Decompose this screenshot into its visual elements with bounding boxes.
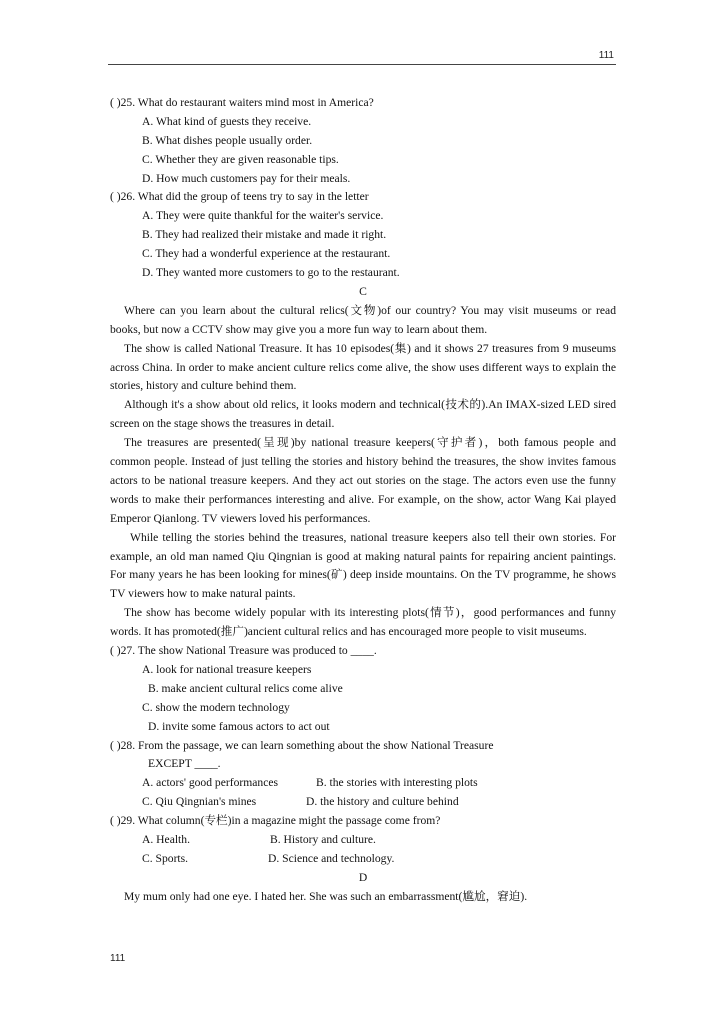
question-25-option-c: C. Whether they are given reasonable tips. xyxy=(142,152,339,166)
question-27-option-c: C. show the modern technology xyxy=(142,700,290,714)
footer-page-number: 111 xyxy=(110,953,126,964)
header-page-number: 111 xyxy=(598,50,614,61)
question-28-option-d: D. the history and culture behind xyxy=(306,795,459,809)
question-28-option-b: B. the stories with interesting plots xyxy=(316,776,478,790)
question-29-options-row-1 xyxy=(110,831,616,850)
question-28-option-c: C. Qiu Qingnian's mines xyxy=(142,795,257,809)
header-rule xyxy=(108,64,616,65)
section-c-paragraph-2: The show is called National Treasure. It has 10 episodes(集) and it shows 27 treasures from 9 museums across China. In order to make ancient culture relics come alive, the show uses different ways to explain the stories, history and culture behind them. xyxy=(110,341,616,393)
question-29-option-a: A. Health. xyxy=(142,833,190,847)
question-26-option-a: A. They were quite thankful for the waiter's service. xyxy=(142,209,384,223)
question-28-options-row-1 xyxy=(110,774,616,793)
section-c-paragraph-4: The treasures are presented(呈现)by national treasure keepers(守护者)，both famous people and common people. Instead of just telling the stories and history behind the treasures, the show invites famous actors to be national treasure keepers. And they act out stories on the stage. The actors even use the funny words to make their performances interesting and alive. For example, on the show, actor Wang Kai played Emperor Qianlong. TV viewers loved his performances. xyxy=(110,436,616,525)
question-28-stem-continued: EXCEPT ____. xyxy=(148,757,221,771)
section-c-label: C xyxy=(359,284,367,298)
question-26-option-c: C. They had a wonderful experience at the restaurant. xyxy=(142,247,391,261)
question-26-option-d: D. They wanted more customers to go to the restaurant. xyxy=(142,266,400,280)
page-content xyxy=(110,94,616,907)
question-29-stem: ( )29. What column(专栏)in a magazine might the passage come from? xyxy=(110,814,441,828)
question-28-options-row-2 xyxy=(110,793,616,812)
question-29-option-d: D. Science and technology. xyxy=(268,851,395,865)
question-26-option-b: B. They had realized their mistake and made it right. xyxy=(142,228,387,242)
question-27-option-d: D. invite some famous actors to act out xyxy=(148,719,330,733)
question-28-stem: ( )28. From the passage, we can learn something about the show National Treasure xyxy=(110,738,494,752)
section-c-paragraph-5: While telling the stories behind the treasures, national treasure keepers also tell their own stories. For example, an old man named Qiu Qingnian is good at making natural paints for repairing ancient paintings. For many years he has been looking for mines(矿) deep inside mountains. On the TV programme, he shows TV viewers how to make natural paints. xyxy=(110,530,616,601)
question-29-option-c: C. Sports. xyxy=(142,851,189,865)
section-c-paragraph-1: Where can you learn about the cultural relics(文物)of our country? You may visit museums or read books, but now a CCTV show may give you a more fun way to learn about them. xyxy=(110,303,616,336)
question-25-option-b: B. What dishes people usually order. xyxy=(142,133,313,147)
section-c-paragraph-6: The show has become widely popular with its interesting plots(情节)，good performances and funny words. It has promoted(推广)ancient cultural relics and has encouraged more people to visit museums. xyxy=(110,606,616,639)
section-c-paragraph-3: Although it's a show about old relics, it looks modern and technical(技术的).An IMAX-sized LED sired screen on the stage shows the treasures in detail. xyxy=(110,398,616,431)
question-25-option-a: A. What kind of guests they receive. xyxy=(142,114,312,128)
question-25-stem: ( )25. What do restaurant waiters mind most in America? xyxy=(110,96,374,109)
question-27-option-a: A. look for national treasure keepers xyxy=(142,663,312,676)
section-d-label: D xyxy=(358,870,368,884)
question-28-option-a: A. actors' good performances xyxy=(142,776,279,790)
question-29-option-b: B. History and culture. xyxy=(270,833,376,847)
question-27-stem: ( )27. The show National Treasure was produced to ____. xyxy=(110,644,377,658)
question-29-options-row-2 xyxy=(110,850,616,869)
question-25-option-d: D. How much customers pay for their meals. xyxy=(142,171,351,185)
question-27-option-b: B. make ancient cultural relics come alive xyxy=(148,681,343,695)
section-d-first-line: My mum only had one eye. I hated her. She was such an embarrassment(尴尬，窘迫). xyxy=(124,889,528,903)
question-26-stem: ( )26. What did the group of teens try to say in the letter xyxy=(110,190,369,204)
